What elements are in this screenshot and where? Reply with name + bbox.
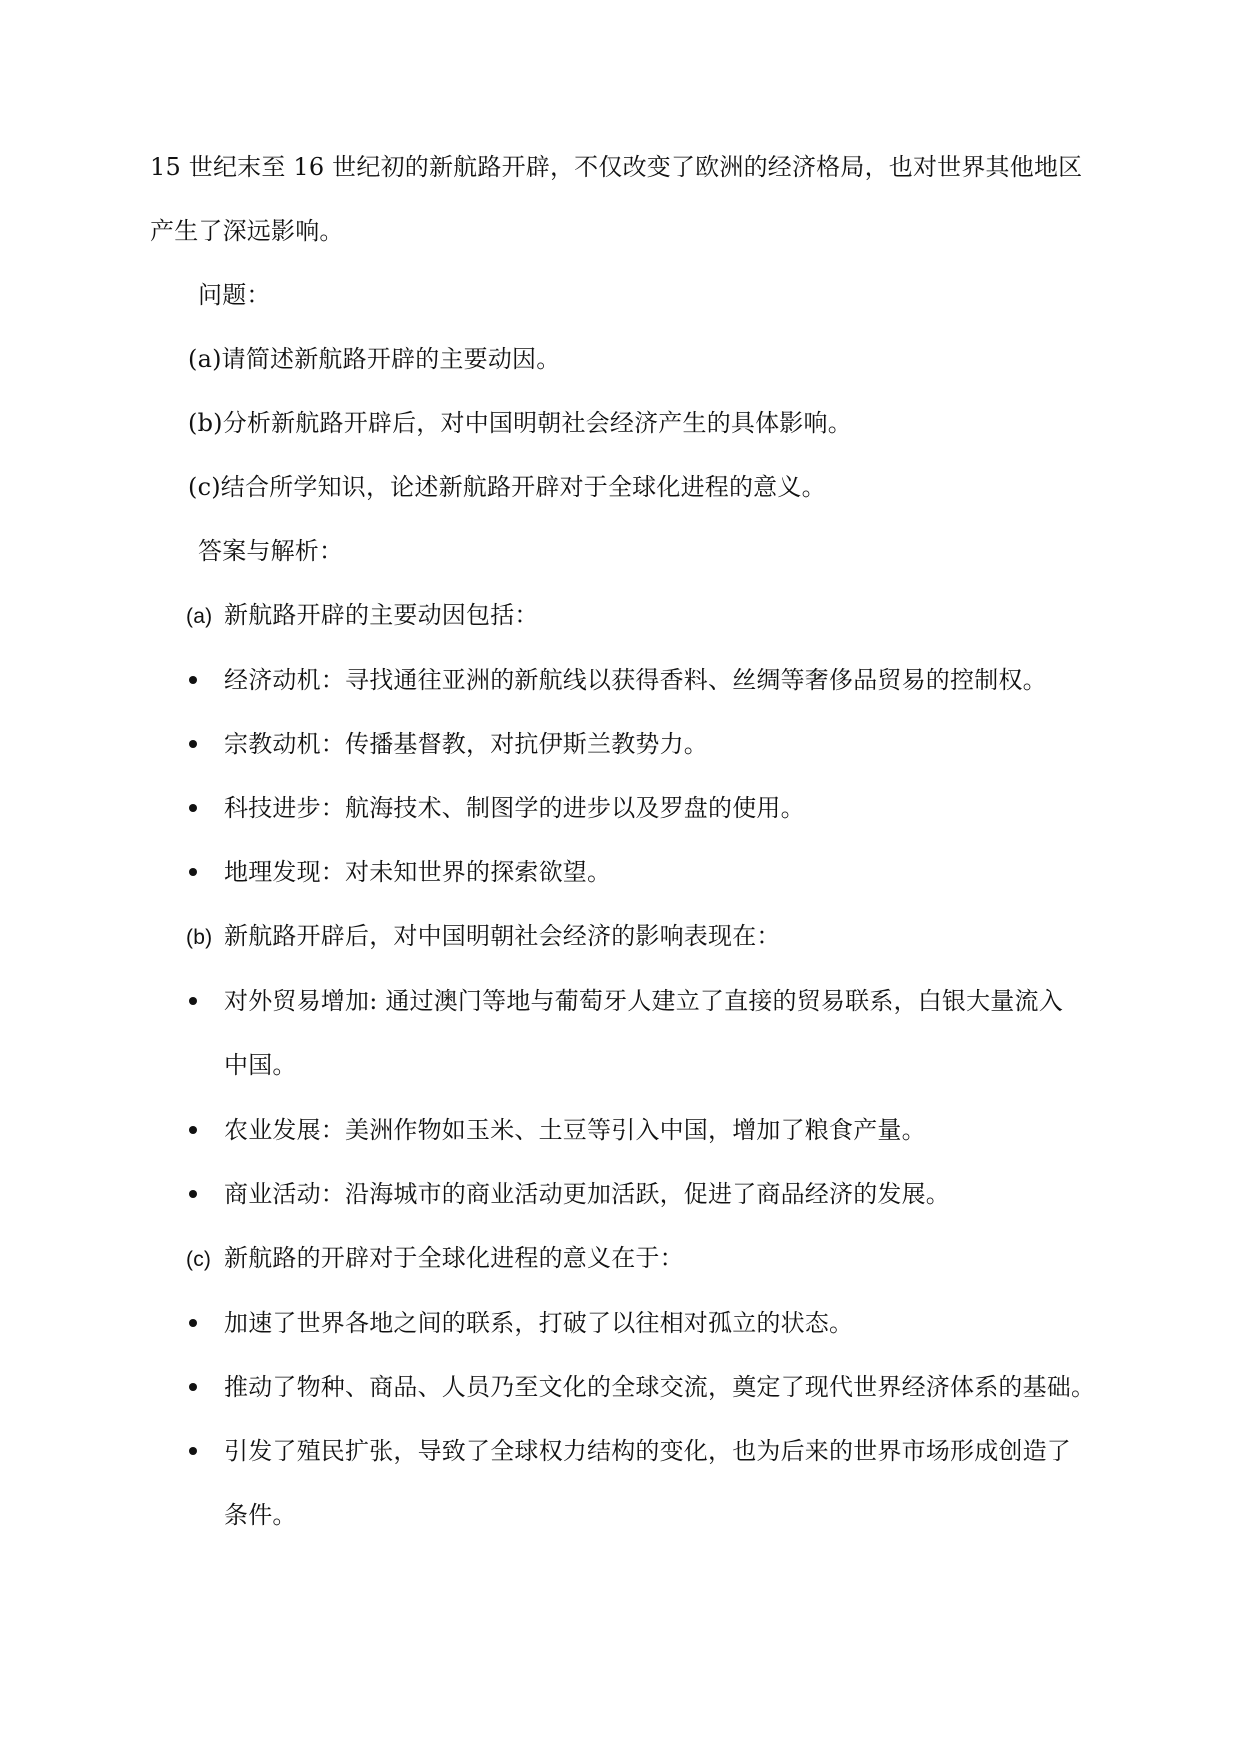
- intro-line-1: 15 世纪末至 16 世纪初的新航路开辟，不仅改变了欧洲的经济格局，也对世界其他地区: [150, 153, 1083, 181]
- answer-a-bullet-3: 科技进步：航海技术、制图学的进步以及罗盘的使用。: [224, 794, 805, 822]
- answer-a-bullet-2: 宗教动机：传播基督教，对抗伊斯兰教势力。: [224, 730, 708, 758]
- answers-heading: 答案与解析：: [198, 537, 344, 565]
- bullet-dot: [189, 1126, 197, 1134]
- answer-a-lead: 新航路开辟的主要动因包括：: [224, 601, 539, 629]
- answer-b-lead: 新航路开辟后，对中国明朝社会经济的影响表现在：: [224, 922, 781, 950]
- answer-b-bullet-1-line-2: 中国。: [224, 1051, 297, 1079]
- answer-c-marker: (c): [186, 1248, 212, 1271]
- bullet-dot: [189, 1383, 197, 1391]
- bullet-dot: [189, 1319, 197, 1327]
- answer-c-bullet-3-line-2: 条件。: [224, 1501, 297, 1529]
- bullet-dot: [189, 997, 197, 1005]
- answer-a-bullet-1: 经济动机：寻找通往亚洲的新航线以获得香料、丝绸等奢侈品贸易的控制权。: [224, 666, 1047, 694]
- answer-c-bullet-1: 加速了世界各地之间的联系，打破了以往相对孤立的状态。: [224, 1309, 854, 1337]
- question-c: (c)结合所学知识，论述新航路开辟对于全球化进程的意义。: [188, 473, 826, 501]
- answer-b-bullet-1-line-1: 对外贸易增加: 通过澳门等地与葡萄牙人建立了直接的贸易联系，白银大量流入: [224, 987, 1063, 1015]
- answer-c-bullet-3-line-1: 引发了殖民扩张，导致了全球权力结构的变化，也为后来的世界市场形成创造了: [224, 1437, 1071, 1465]
- answer-c-lead: 新航路的开辟对于全球化进程的意义在于：: [224, 1244, 684, 1272]
- bullet-dot: [189, 804, 197, 812]
- bullet-dot: [189, 868, 197, 876]
- bullet-dot: [189, 1190, 197, 1198]
- question-b: (b)分析新航路开辟后，对中国明朝社会经济产生的具体影响。: [188, 409, 852, 437]
- bullet-dot: [189, 676, 197, 684]
- answer-a-bullet-4: 地理发现：对未知世界的探索欲望。: [224, 858, 612, 886]
- answer-b-bullet-2: 农业发展：美洲作物如玉米、土豆等引入中国，增加了粮食产量。: [224, 1116, 926, 1144]
- answer-b-marker: (b): [186, 926, 213, 949]
- answer-a-marker: (a): [186, 605, 213, 628]
- answer-c-bullet-2: 推动了物种、商品、人员乃至文化的全球交流，奠定了现代世界经济体系的基础。: [224, 1373, 1096, 1401]
- answer-b-bullet-3: 商业活动：沿海城市的商业活动更加活跃，促进了商品经济的发展。: [224, 1180, 950, 1208]
- question-a: (a)请简述新航路开辟的主要动因。: [188, 345, 561, 373]
- bullet-dot: [189, 1447, 197, 1455]
- intro-line-2: 产生了深远影响。: [150, 217, 344, 245]
- bullet-dot: [189, 740, 197, 748]
- questions-heading: 问题：: [198, 281, 271, 309]
